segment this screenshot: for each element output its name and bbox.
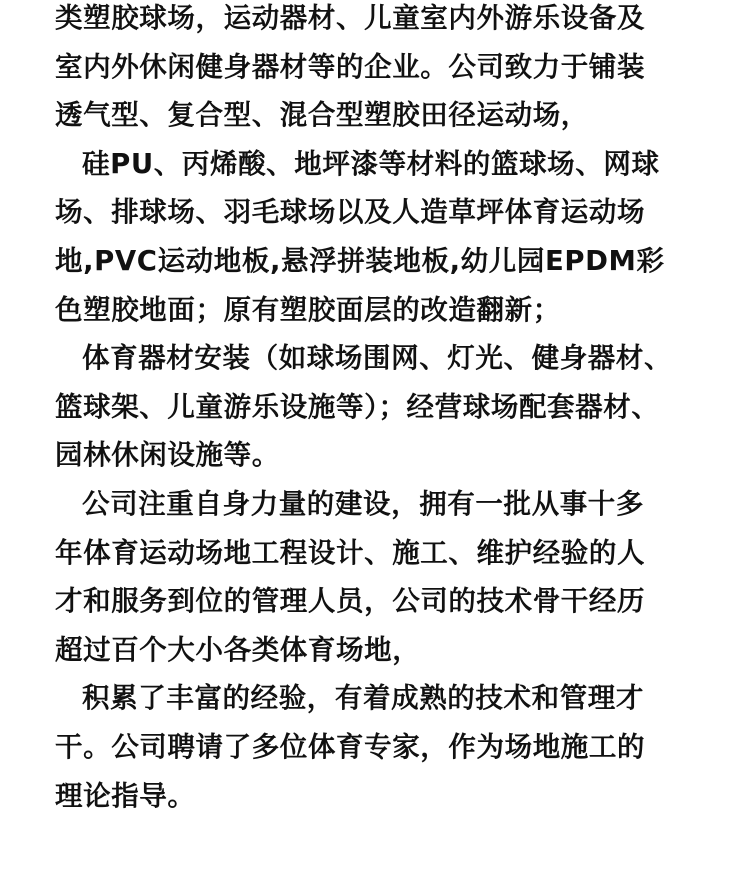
text-line: 篮球架、儿童游乐设施等）；经营球场配套器材、 <box>55 390 660 423</box>
text-line: 理论指导。 <box>55 779 196 812</box>
text-line: 室内外休闲健身器材等的企业。公司致力于铺装 <box>55 50 646 83</box>
text-line: 超过百个大小各类体育场地， <box>55 633 421 666</box>
text-line: 体育器材安装（如球场围网、灯光、健身器材、 <box>82 342 673 375</box>
article-body <box>55 0 715 820</box>
text-line: 地,PVC运动地板,悬浮拼装地板,幼儿园EPDM彩 <box>55 244 665 277</box>
text-line: 积累了丰富的经验，有着成熟的技术和管理才 <box>82 682 644 715</box>
text-line: 色塑胶地面；原有塑胶面层的改造翻新； <box>55 293 561 326</box>
paragraph-company-scope <box>55 0 715 140</box>
paragraph-team <box>55 480 715 674</box>
text-line: 公司注重自身力量的建设，拥有一批从事十多 <box>82 487 644 520</box>
text-line: 年体育运动场地工程设计、施工、维护经验的人 <box>55 536 646 569</box>
text-line: 干。公司聘请了多位体育专家，作为场地施工的 <box>55 730 646 763</box>
text-line: 场、排球场、羽毛球场以及人造草坪体育运动场 <box>55 196 646 229</box>
paragraph-court-types <box>55 140 715 334</box>
text-line: 园林休闲设施等。 <box>55 439 280 472</box>
text-line: 透气型、复合型、混合型塑胶田径运动场， <box>55 99 589 132</box>
text-line: 硅PU、丙烯酸、地坪漆等材料的篮球场、网球 <box>82 147 660 180</box>
paragraph-equipment <box>55 334 715 480</box>
text-line: 才和服务到位的管理人员，公司的技术骨干经历 <box>55 585 646 618</box>
paragraph-experience <box>55 674 715 820</box>
text-line: 类塑胶球场，运动器材、儿童室内外游乐设备及 <box>55 2 646 34</box>
